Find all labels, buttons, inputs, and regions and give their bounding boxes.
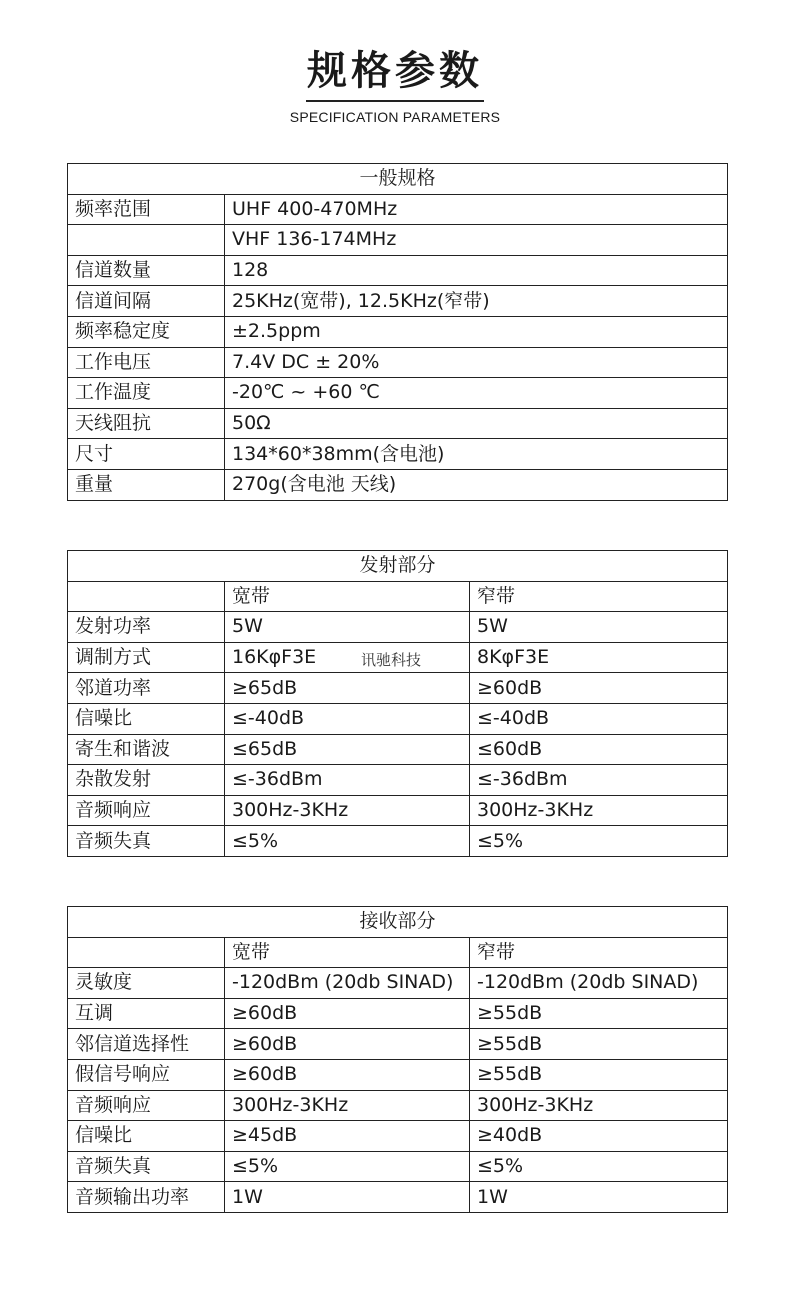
narrow-value: -120dBm (20db SINAD) — [470, 968, 728, 999]
row-value: VHF 136-174MHz — [225, 225, 728, 256]
col-header-wide: 宽带 — [225, 937, 470, 968]
narrow-value: ≥40dB — [470, 1121, 728, 1152]
row-label: 邻信道选择性 — [68, 1029, 225, 1060]
receive-header: 接收部分 — [68, 907, 728, 938]
table-row — [68, 1090, 728, 1121]
narrow-value: ≥60dB — [470, 673, 728, 704]
column-header-row — [68, 581, 728, 612]
wide-value: 1W — [225, 1182, 470, 1213]
table-row — [68, 408, 728, 439]
table-row — [68, 439, 728, 470]
table-row — [68, 734, 728, 765]
wide-value: ≤5% — [225, 1151, 470, 1182]
general-header: 一般规格 — [68, 164, 728, 195]
narrow-value: 1W — [470, 1182, 728, 1213]
table-row — [68, 255, 728, 286]
table-row — [68, 316, 728, 347]
wide-value: ≥60dB — [225, 1029, 470, 1060]
wide-value: 300Hz-3KHz — [225, 1090, 470, 1121]
narrow-value: ≤-40dB — [470, 703, 728, 734]
row-label: 工作电压 — [68, 347, 225, 378]
row-label: 工作温度 — [68, 378, 225, 409]
row-label: 音频响应 — [68, 795, 225, 826]
table-row — [68, 826, 728, 857]
row-value: -20℃ ~ +60 ℃ — [225, 378, 728, 409]
row-label: 天线阻抗 — [68, 408, 225, 439]
table-row — [68, 347, 728, 378]
narrow-value: 300Hz-3KHz — [470, 1090, 728, 1121]
receive-spec-table — [67, 906, 728, 1213]
wide-value: -120dBm (20db SINAD) — [225, 968, 470, 999]
row-label: 尺寸 — [68, 439, 225, 470]
col-header-narrow: 窄带 — [470, 937, 728, 968]
table-row — [68, 1029, 728, 1060]
row-label: 音频失真 — [68, 826, 225, 857]
narrow-value: 300Hz-3KHz — [470, 795, 728, 826]
table-row — [68, 703, 728, 734]
table-row — [68, 795, 728, 826]
wide-value: ≥45dB — [225, 1121, 470, 1152]
table-row — [68, 968, 728, 999]
page-title: 规格参数 — [307, 48, 483, 94]
wide-value: ≤-36dBm — [225, 765, 470, 796]
table-row — [68, 673, 728, 704]
table-header-row — [68, 164, 728, 195]
wide-value: 16KφF3E — [225, 642, 470, 673]
wide-value: ≥60dB — [225, 1059, 470, 1090]
row-label: 音频输出功率 — [68, 1182, 225, 1213]
narrow-value: ≥55dB — [470, 998, 728, 1029]
row-label: 频率稳定度 — [68, 316, 225, 347]
table-row — [68, 225, 728, 256]
row-label: 信道间隔 — [68, 286, 225, 317]
row-label: 重量 — [68, 469, 225, 500]
watermark-text: 讯驰科技 — [361, 651, 422, 669]
row-value: ±2.5ppm — [225, 316, 728, 347]
table-header-row — [68, 907, 728, 938]
row-label: 假信号响应 — [68, 1059, 225, 1090]
row-value: 270g(含电池 天线) — [225, 469, 728, 500]
empty-cell — [68, 937, 225, 968]
row-label: 互调 — [68, 998, 225, 1029]
general-spec-table — [67, 163, 728, 501]
table-row — [68, 765, 728, 796]
row-label: 信道数量 — [68, 255, 225, 286]
transmit-header: 发射部分 — [68, 551, 728, 582]
row-value: 128 — [225, 255, 728, 286]
narrow-value: ≤-36dBm — [470, 765, 728, 796]
page-subtitle: SPECIFICATION PARAMETERS — [289, 109, 501, 125]
table-row — [68, 1059, 728, 1090]
col-header-narrow: 窄带 — [470, 581, 728, 612]
table-header-row — [68, 551, 728, 582]
row-label: 信噪比 — [68, 1121, 225, 1152]
wide-value: 5W — [225, 612, 470, 643]
row-label: 灵敏度 — [68, 968, 225, 999]
col-header-wide: 宽带 — [225, 581, 470, 612]
row-label: 发射功率 — [68, 612, 225, 643]
row-label: 音频响应 — [68, 1090, 225, 1121]
narrow-value: ≥55dB — [470, 1059, 728, 1090]
table-row — [68, 612, 728, 643]
narrow-value: ≥55dB — [470, 1029, 728, 1060]
narrow-value: ≤5% — [470, 1151, 728, 1182]
table-row — [68, 1182, 728, 1213]
row-label — [68, 225, 225, 256]
wide-value: ≤5% — [225, 826, 470, 857]
row-value: 25KHz(宽带), 12.5KHz(窄带) — [225, 286, 728, 317]
narrow-value: ≤60dB — [470, 734, 728, 765]
wide-value: ≤-40dB — [225, 703, 470, 734]
row-label: 杂散发射 — [68, 765, 225, 796]
empty-cell — [68, 581, 225, 612]
table-row — [68, 378, 728, 409]
row-value: UHF 400-470MHz — [225, 194, 728, 225]
row-value: 50Ω — [225, 408, 728, 439]
narrow-value: ≤5% — [470, 826, 728, 857]
wide-value: ≥65dB — [225, 673, 470, 704]
table-row — [68, 194, 728, 225]
wide-value: ≤65dB — [225, 734, 470, 765]
row-label: 音频失真 — [68, 1151, 225, 1182]
transmit-spec-table — [67, 550, 728, 857]
table-row — [68, 998, 728, 1029]
row-value: 134*60*38mm(含电池) — [225, 439, 728, 470]
row-value: 7.4V DC ± 20% — [225, 347, 728, 378]
wide-value: ≥60dB — [225, 998, 470, 1029]
wide-value: 300Hz-3KHz — [225, 795, 470, 826]
narrow-value: 5W — [470, 612, 728, 643]
table-row — [68, 1121, 728, 1152]
row-label: 邻道功率 — [68, 673, 225, 704]
narrow-value: 8KφF3E — [470, 642, 728, 673]
table-row — [68, 469, 728, 500]
table-row — [68, 1151, 728, 1182]
row-label: 信噪比 — [68, 703, 225, 734]
row-label: 调制方式 — [68, 642, 225, 673]
table-row — [68, 286, 728, 317]
title-underline — [306, 100, 484, 102]
row-label: 频率范围 — [68, 194, 225, 225]
row-label: 寄生和谐波 — [68, 734, 225, 765]
column-header-row — [68, 937, 728, 968]
